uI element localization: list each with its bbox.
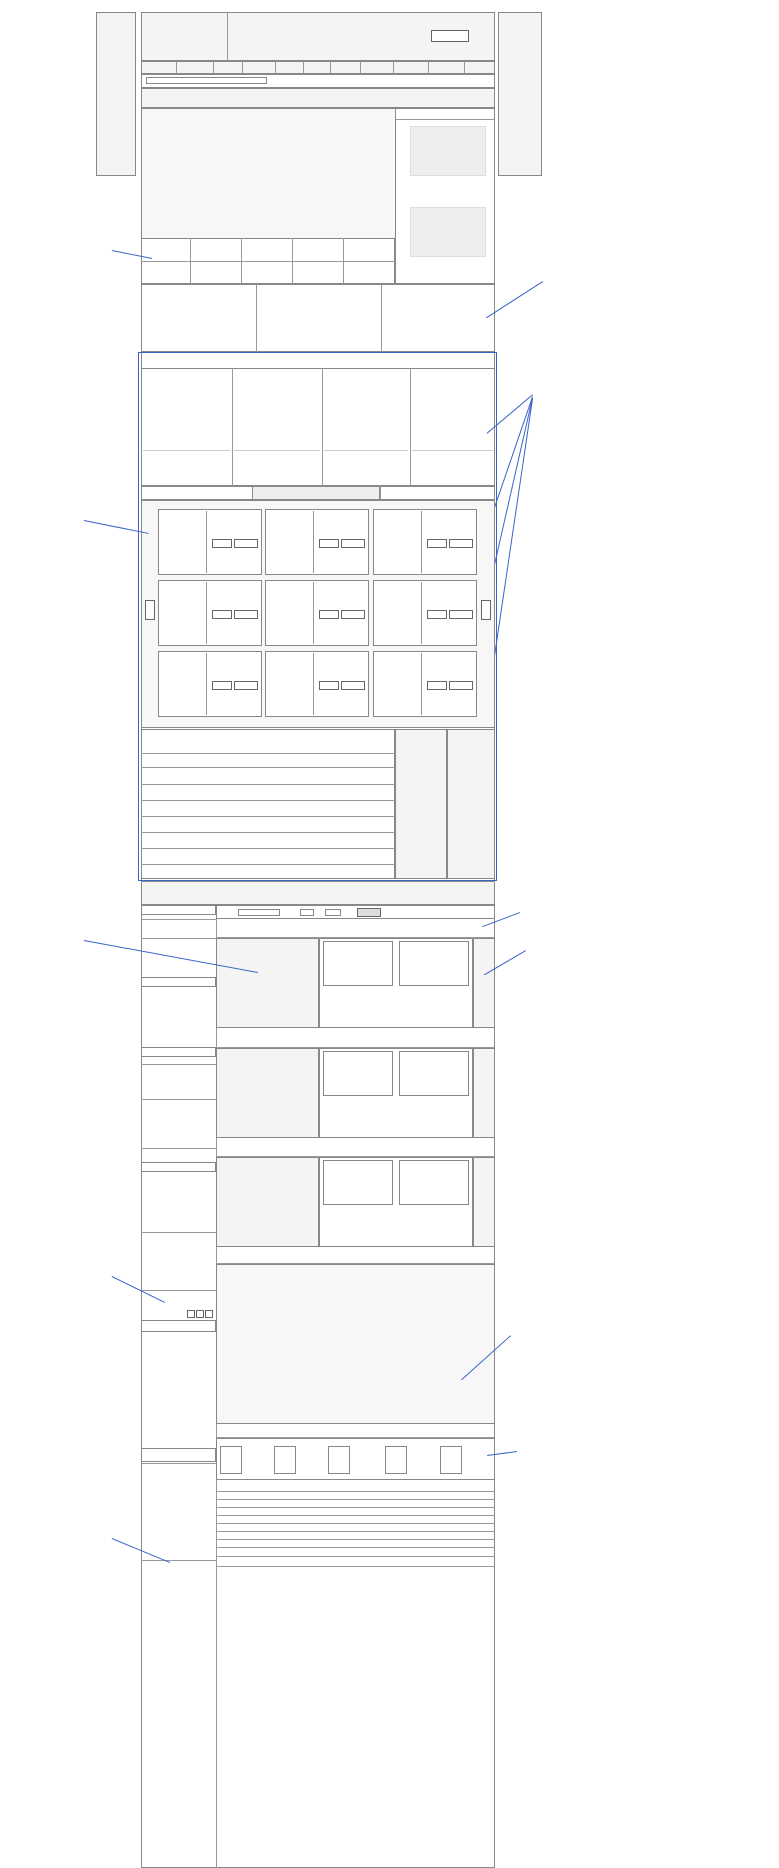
nav-item-0[interactable] — [143, 61, 176, 74]
friends-row — [216, 1566, 495, 1567]
hot-card-0-0-divider — [206, 511, 207, 573]
hot-card-0-2-divider — [421, 511, 422, 573]
hot-card-1-1-buy-button[interactable] — [341, 610, 365, 619]
friends-row — [216, 1523, 495, 1524]
vertical-banner-2-title — [447, 766, 495, 776]
vertical-banner-2-text — [467, 782, 475, 842]
hot-card-1-0-price-button[interactable] — [212, 610, 232, 619]
brand-logo-2[interactable] — [241, 238, 292, 261]
left-banner-page-2[interactable] — [205, 1310, 213, 1318]
search-input[interactable] — [146, 77, 267, 84]
hot-card-1-2-price-button[interactable] — [427, 610, 447, 619]
filter-price-min[interactable] — [300, 909, 314, 916]
hot-card-1-0-name — [208, 586, 260, 594]
new-product-row-divider — [412, 450, 493, 451]
nav-item-6[interactable] — [330, 61, 360, 74]
series-1-product-image-0[interactable] — [323, 1051, 393, 1096]
nav-item-2[interactable] — [213, 61, 242, 74]
nav-item-4[interactable] — [275, 61, 303, 74]
nav-item-1[interactable] — [176, 61, 213, 74]
new-product-name-1 — [232, 374, 322, 382]
left-rank-title[interactable] — [141, 1448, 216, 1462]
left-service-title[interactable] — [141, 1162, 216, 1172]
left-banner-title — [141, 1258, 216, 1276]
hot-card-1-1-selling-point — [315, 595, 367, 603]
review-item-0-product — [220, 1446, 242, 1474]
hot-card-1-1-sold — [315, 625, 367, 633]
hot-card-2-2-sold — [423, 696, 475, 704]
left-sidebar-row — [141, 1232, 216, 1233]
friends-row — [216, 1539, 495, 1540]
hot-card-0-0-selling-point — [208, 524, 260, 532]
left-sidebar-row — [141, 1064, 216, 1065]
nav-item-8[interactable] — [393, 61, 428, 74]
hot-card-2-2-price-button[interactable] — [427, 681, 447, 690]
hot-card-0-1-image — [265, 529, 313, 551]
series-0-more-arrow[interactable] — [473, 975, 495, 989]
hot-category-row — [141, 848, 395, 849]
hot-card-1-2-buy-button[interactable] — [449, 610, 473, 619]
hot-card-0-2-name — [423, 515, 475, 523]
friends-row — [216, 1547, 495, 1548]
left-sidebar-row — [141, 1560, 216, 1561]
hot-prev-arrow[interactable] — [145, 600, 155, 620]
new-product-name-3 — [410, 374, 495, 382]
hot-card-1-0-selling-point — [208, 595, 260, 603]
hot-card-2-2-divider — [421, 653, 422, 715]
left-service-item-0[interactable] — [141, 1175, 216, 1185]
filter-search-button[interactable] — [357, 908, 381, 917]
hot-card-2-1-price-button[interactable] — [319, 681, 339, 690]
left-category-label — [96, 26, 136, 38]
left-favorite-store-big[interactable] — [141, 1118, 216, 1142]
hot-card-0-0-buy-button[interactable] — [234, 539, 258, 548]
hot-card-0-0-sold — [208, 554, 260, 562]
hot-card-2-1-sold — [315, 696, 367, 704]
hot-card-1-1-divider — [313, 582, 314, 644]
hot-category-row — [141, 864, 395, 865]
hot-card-1-2-sold — [423, 625, 475, 633]
left-sidebar-row — [141, 938, 216, 939]
nav-item-7[interactable] — [360, 61, 393, 74]
brand-logo-1[interactable] — [190, 238, 241, 261]
nav-item-9[interactable] — [428, 61, 464, 74]
hot-card-0-1-name — [315, 515, 367, 523]
hot-card-2-0-image — [158, 671, 206, 693]
hot-card-2-0-selling-point — [208, 666, 260, 674]
series-0-product-image-0[interactable] — [323, 941, 393, 986]
hot-category-row — [141, 784, 395, 785]
hot-card-1-1-image — [265, 600, 313, 622]
new-product-row-divider — [324, 450, 408, 451]
brand-logo-9[interactable] — [343, 261, 395, 284]
brand-logo-5[interactable] — [141, 261, 190, 284]
left-banner-page-1[interactable] — [196, 1310, 204, 1318]
logo-divider — [227, 12, 228, 61]
friends-header-divider — [216, 1491, 495, 1492]
hot-card-0-0-image — [158, 529, 206, 551]
right-product-image-0 — [410, 126, 486, 176]
left-search-title[interactable] — [141, 1047, 216, 1057]
hot-card-0-1-divider — [313, 511, 314, 573]
hot-card-1-1-price-button[interactable] — [319, 610, 339, 619]
new-product-image-2 — [322, 404, 410, 424]
right-wangwang-label — [498, 26, 542, 38]
vertical-banner-1-title — [395, 766, 447, 776]
three-banner-row — [141, 284, 495, 352]
hot-category-row — [141, 753, 395, 754]
hot-tab-1[interactable] — [252, 486, 380, 500]
new-product-image-1 — [232, 404, 322, 424]
vertical-banner-1-text — [417, 782, 425, 842]
brand-logo-6[interactable] — [190, 261, 241, 284]
series-2-product-image-0[interactable] — [323, 1160, 393, 1205]
friends-row — [216, 1499, 495, 1500]
hot-card-0-1-buy-button[interactable] — [341, 539, 365, 548]
hot-card-2-2-buy-button[interactable] — [449, 681, 473, 690]
new-grid-divider — [322, 368, 323, 486]
series-2-product-image-1[interactable] — [399, 1160, 469, 1205]
filter-price-max[interactable] — [325, 909, 341, 916]
review-item-1-product — [274, 1446, 296, 1474]
new-product-grid — [141, 368, 495, 486]
brand-logo-3[interactable] — [292, 238, 343, 261]
review-item-3-product — [385, 1446, 407, 1474]
hot-card-1-2-divider — [421, 582, 422, 644]
hot-category-row — [141, 832, 395, 833]
top-banner — [141, 88, 495, 108]
new-grid-divider — [232, 368, 233, 486]
new-product-image-0 — [141, 404, 232, 424]
hot-card-0-2-buy-button[interactable] — [449, 539, 473, 548]
hot-card-0-0-name — [208, 515, 260, 523]
hot-card-0-0-price-button[interactable] — [212, 539, 232, 548]
new-product-name-2 — [322, 374, 410, 382]
new-product-row-divider — [143, 450, 230, 451]
brand-logo-8[interactable] — [292, 261, 343, 284]
new-product-name-0 — [141, 374, 232, 382]
hot-card-0-2-price-button[interactable] — [427, 539, 447, 548]
nav-item-3[interactable] — [242, 61, 275, 74]
right-tab-2[interactable] — [460, 110, 490, 118]
friends-row — [216, 1556, 495, 1557]
new-product-image-3 — [410, 404, 495, 424]
new-product-row-divider — [234, 450, 320, 451]
hot-card-2-1-image — [265, 671, 313, 693]
hot-card-2-0-divider — [206, 653, 207, 715]
hot-card-1-1-name — [315, 586, 367, 594]
left-sidebar-row — [141, 1099, 216, 1100]
hot-card-0-2-selling-point — [423, 524, 475, 532]
friends-row — [216, 1531, 495, 1532]
hot-card-2-0-price-button[interactable] — [212, 681, 232, 690]
hot-card-2-2-name — [423, 657, 475, 665]
hot-card-0-1-sold — [315, 554, 367, 562]
left-service-item-2[interactable] — [141, 1199, 216, 1209]
left-banner-subtitle — [141, 1275, 216, 1287]
hot-card-1-2-name — [423, 586, 475, 594]
friends-row — [216, 1515, 495, 1516]
right-tab-divider — [395, 119, 495, 120]
hot-tab-0[interactable] — [141, 486, 252, 500]
mid-banner — [141, 881, 495, 905]
hot-category-row — [141, 800, 395, 801]
hot-card-2-1-buy-button[interactable] — [341, 681, 365, 690]
left-banner-page-0[interactable] — [187, 1310, 195, 1318]
series-2-banner-text — [216, 1194, 319, 1208]
hot-card-2-2-selling-point — [423, 666, 475, 674]
series-1-banner-text — [216, 1085, 319, 1099]
hot-card-1-0-divider — [206, 582, 207, 644]
left-sidebar-row — [141, 1148, 216, 1149]
hot-card-2-1-divider — [313, 653, 314, 715]
three-banner-divider — [381, 284, 382, 352]
right-tab-0[interactable] — [398, 110, 428, 118]
hot-category-row — [141, 816, 395, 817]
hot-card-2-0-buy-button[interactable] — [234, 681, 258, 690]
hot-card-1-0-image — [158, 600, 206, 622]
hot-card-0-2-image — [373, 529, 421, 551]
three-banner-divider — [256, 284, 257, 352]
series-1-more-arrow[interactable] — [473, 1085, 495, 1099]
filter-keyword-input[interactable] — [238, 909, 280, 916]
hot-category-row — [141, 767, 395, 768]
series-1-product-image-1[interactable] — [399, 1051, 469, 1096]
recommend-default-area — [216, 1264, 495, 1424]
left-contact-title[interactable] — [141, 905, 216, 915]
left-service-item-1[interactable] — [141, 1187, 216, 1197]
hot-card-1-2-selling-point — [423, 595, 475, 603]
logo — [141, 22, 227, 50]
hot-card-0-1-selling-point — [315, 524, 367, 532]
brand-logo-4[interactable] — [343, 238, 395, 261]
series-0-banner-text — [216, 975, 319, 989]
hot-card-2-0-name — [208, 657, 260, 665]
brand-logo-7[interactable] — [241, 261, 292, 284]
series-2-more-arrow[interactable] — [473, 1194, 495, 1208]
nav-item-10[interactable] — [464, 61, 495, 74]
hot-card-2-0-sold — [208, 696, 260, 704]
hot-card-1-0-sold — [208, 625, 260, 633]
hot-tab-2[interactable] — [380, 486, 495, 500]
hot-card-0-1-price-button[interactable] — [319, 539, 339, 548]
hot-card-2-1-name — [315, 657, 367, 665]
nav-item-5[interactable] — [303, 61, 330, 74]
new-grid-divider — [410, 368, 411, 486]
left-sidebar-row — [141, 1463, 216, 1464]
hot-card-0-2-sold — [423, 554, 475, 562]
hot-category-area — [141, 729, 395, 879]
hot-next-arrow[interactable] — [481, 600, 491, 620]
favorite-store-button[interactable] — [431, 30, 469, 42]
series-0-product-image-1[interactable] — [399, 941, 469, 986]
hot-card-2-1-selling-point — [315, 666, 367, 674]
left-category-title[interactable] — [141, 1320, 216, 1332]
left-sidebar-row — [141, 919, 216, 920]
left-sidebar-row — [141, 1290, 216, 1291]
right-tab-1[interactable] — [429, 110, 459, 118]
left-favorite-star-link[interactable] — [141, 977, 216, 987]
right-product-image-1 — [410, 207, 486, 257]
friends-row — [216, 1507, 495, 1508]
review-item-2-product — [328, 1446, 350, 1474]
review-item-4-product — [440, 1446, 462, 1474]
hot-card-2-2-image — [373, 671, 421, 693]
hot-card-1-0-buy-button[interactable] — [234, 610, 258, 619]
hot-card-1-2-image — [373, 600, 421, 622]
